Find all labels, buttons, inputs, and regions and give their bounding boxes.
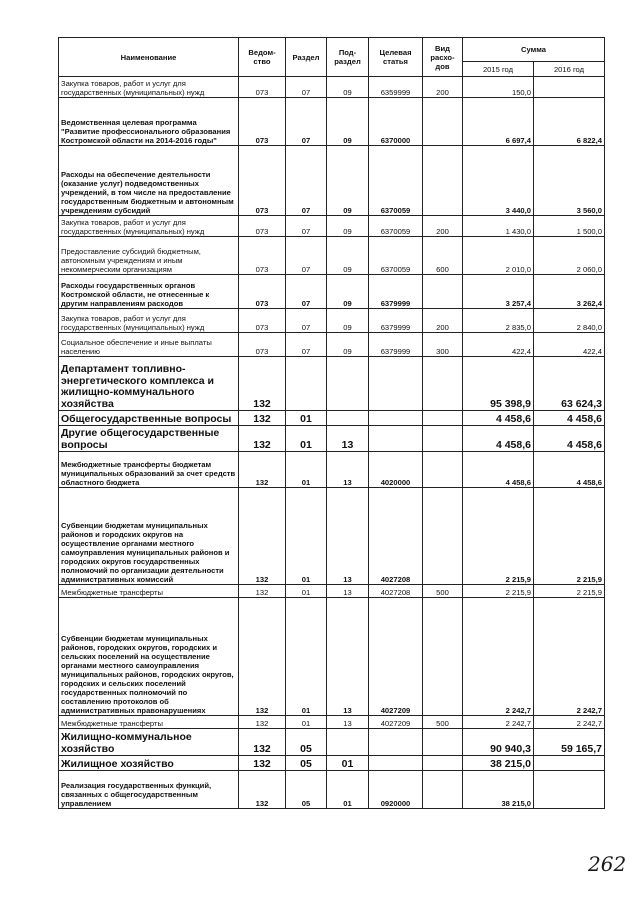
cell-expense-type: 500 [423,585,463,598]
cell-dept: 132 [239,585,286,598]
cell-subsection: 13 [327,488,369,585]
cell-sum-2016: 2 215,9 [534,585,605,598]
cell-sum-2016: 3 262,4 [534,275,605,309]
cell-name: Расходы государственных органов Костромской области, не отнесенные к другим направлениям расходов [59,275,239,309]
cell-sum-2015: 3 257,4 [463,275,534,309]
cell-name: Департамент топливно-энергетического комплекса и жилищно-коммунального хозяйства [59,357,239,411]
cell-section: 05 [286,771,327,809]
cell-section: 01 [286,585,327,598]
cell-section: 07 [286,77,327,98]
cell-dept: 073 [239,275,286,309]
cell-sum-2015: 4 458,6 [463,411,534,426]
cell-article: 6359999 [369,77,423,98]
cell-name: Ведомственная целевая программа "Развитие профессионального образования Костромской области на 2014-2016 годы" [59,98,239,146]
cell-subsection: 13 [327,598,369,716]
cell-article: 0920000 [369,771,423,809]
cell-sum-2016 [534,77,605,98]
cell-sum-2015: 150,0 [463,77,534,98]
cell-expense-type [423,426,463,452]
table-body [59,77,605,809]
cell-sum-2015: 2 835,0 [463,309,534,333]
cell-subsection: 13 [327,426,369,452]
table-row [59,729,605,756]
cell-dept: 132 [239,771,286,809]
cell-sum-2016: 2 060,0 [534,237,605,275]
cell-expense-type [423,729,463,756]
cell-dept: 073 [239,309,286,333]
cell-dept: 132 [239,452,286,488]
cell-sum-2015: 1 430,0 [463,216,534,237]
cell-article [369,756,423,771]
cell-section: 05 [286,756,327,771]
cell-sum-2015: 2 242,7 [463,716,534,729]
cell-name: Межбюджетные трансферты [59,585,239,598]
table-row [59,98,605,146]
table-row [59,333,605,357]
cell-sum-2016: 2 242,7 [534,598,605,716]
cell-sum-2015: 2 242,7 [463,598,534,716]
cell-section: 01 [286,598,327,716]
cell-sum-2015: 6 697,4 [463,98,534,146]
cell-sum-2015: 95 398,9 [463,357,534,411]
table-row [59,426,605,452]
cell-name: Субвенции бюджетам муниципальных районов, городских округов, городских и сельских поселений на осуществление органами местного самоуправления муниципальных районов, городских округов, городских и сельских поселений государственных полномочий по составлению протоколов об административных правонарушениях [59,598,239,716]
cell-article: 4027208 [369,585,423,598]
page-number: 262 [588,852,627,876]
cell-section: 07 [286,216,327,237]
header-dept: Ведом- ство [239,38,286,77]
cell-dept: 073 [239,98,286,146]
cell-article: 6370059 [369,237,423,275]
cell-dept: 073 [239,333,286,357]
cell-sum-2016: 422,4 [534,333,605,357]
table-row [59,309,605,333]
cell-section: 07 [286,275,327,309]
cell-expense-type [423,598,463,716]
cell-name: Общегосударственные вопросы [59,411,239,426]
header-section: Раздел [286,38,327,77]
cell-subsection: 01 [327,771,369,809]
cell-sum-2015: 38 215,0 [463,756,534,771]
cell-sum-2016: 59 165,7 [534,729,605,756]
cell-expense-type: 200 [423,216,463,237]
cell-subsection [327,357,369,411]
cell-sum-2016: 4 458,6 [534,452,605,488]
cell-expense-type [423,771,463,809]
cell-name: Другие общегосударственные вопросы [59,426,239,452]
cell-sum-2015: 2 215,9 [463,585,534,598]
table-row [59,756,605,771]
cell-sum-2016 [534,771,605,809]
table-row [59,216,605,237]
cell-section: 01 [286,716,327,729]
cell-expense-type [423,146,463,216]
cell-sum-2016: 2 215,9 [534,488,605,585]
cell-subsection: 09 [327,275,369,309]
cell-section: 07 [286,146,327,216]
cell-expense-type [423,275,463,309]
cell-expense-type [423,488,463,585]
cell-dept: 073 [239,237,286,275]
cell-dept: 132 [239,357,286,411]
cell-subsection: 09 [327,77,369,98]
cell-subsection: 13 [327,452,369,488]
cell-subsection: 09 [327,237,369,275]
cell-sum-2016: 1 500,0 [534,216,605,237]
cell-name: Реализация государственных функций, связанных с общегосударственным управлением [59,771,239,809]
header-year-2015: 2015 год [463,62,534,77]
cell-subsection: 09 [327,146,369,216]
cell-section: 01 [286,426,327,452]
table-row [59,275,605,309]
cell-article: 6370059 [369,216,423,237]
cell-expense-type: 200 [423,77,463,98]
cell-section: 07 [286,237,327,275]
table-row [59,488,605,585]
cell-subsection: 09 [327,309,369,333]
cell-article: 4020000 [369,452,423,488]
cell-expense-type [423,452,463,488]
cell-name: Закупка товаров, работ и услуг для государственных (муниципальных) нужд [59,216,239,237]
header-sum: Сумма [463,38,605,62]
cell-name: Субвенции бюджетам муниципальных районов и городских округов на осуществление органами местного самоуправления муниципальных районов и городских округов государственных полномочий по организации деятельности административных комиссий [59,488,239,585]
cell-name: Предоставление субсидий бюджетным, автономным учреждениям и иным некоммерческим организациям [59,237,239,275]
header-year-2016: 2016 год [534,62,605,77]
cell-subsection: 13 [327,716,369,729]
cell-name: Межбюджетные трансферты [59,716,239,729]
cell-section: 01 [286,452,327,488]
cell-expense-type: 300 [423,333,463,357]
cell-sum-2016: 4 458,6 [534,426,605,452]
cell-dept: 132 [239,729,286,756]
header-article: Целевая статья [369,38,423,77]
cell-dept: 132 [239,598,286,716]
cell-dept: 132 [239,488,286,585]
cell-expense-type [423,756,463,771]
cell-dept: 132 [239,426,286,452]
cell-sum-2016: 6 822,4 [534,98,605,146]
cell-expense-type [423,357,463,411]
cell-subsection: 01 [327,756,369,771]
cell-name: Жилищное хозяйство [59,756,239,771]
header-subsection: Под- раздел [327,38,369,77]
cell-dept: 132 [239,756,286,771]
cell-article [369,729,423,756]
header-name: Наименование [59,38,239,77]
cell-section: 07 [286,309,327,333]
cell-article [369,357,423,411]
cell-expense-type: 500 [423,716,463,729]
cell-sum-2016: 2 242,7 [534,716,605,729]
table-row [59,598,605,716]
cell-section: 07 [286,98,327,146]
cell-sum-2015: 4 458,6 [463,452,534,488]
table-row [59,716,605,729]
cell-sum-2015: 2 010,0 [463,237,534,275]
cell-article: 4027209 [369,598,423,716]
cell-dept: 073 [239,77,286,98]
cell-subsection: 09 [327,216,369,237]
cell-sum-2015: 4 458,6 [463,426,534,452]
cell-name: Расходы на обеспечение деятельности (оказание услуг) подведомственных учреждений, в том числе на предоставление государственным бюджетным и автономным учреждениям субсидий [59,146,239,216]
cell-sum-2016: 4 458,6 [534,411,605,426]
cell-name: Закупка товаров, работ и услуг для государственных (муниципальных) нужд [59,309,239,333]
table-row [59,411,605,426]
cell-subsection: 09 [327,333,369,357]
header-expense-type: Вид расхо- дов [423,38,463,77]
cell-sum-2015: 422,4 [463,333,534,357]
table-header [59,38,605,77]
cell-expense-type [423,98,463,146]
cell-sum-2015: 38 215,0 [463,771,534,809]
cell-sum-2016 [534,756,605,771]
table-row [59,146,605,216]
cell-expense-type: 200 [423,309,463,333]
cell-article: 6370059 [369,146,423,216]
cell-section [286,357,327,411]
cell-name: Жилищно-коммунальное хозяйство [59,729,239,756]
cell-article: 6379999 [369,275,423,309]
cell-name: Социальное обеспечение и иные выплаты населению [59,333,239,357]
table-row [59,237,605,275]
table-row [59,357,605,411]
cell-article: 6370000 [369,98,423,146]
cell-sum-2015: 90 940,3 [463,729,534,756]
cell-sum-2016: 2 840,0 [534,309,605,333]
cell-article [369,411,423,426]
cell-subsection [327,729,369,756]
cell-section: 01 [286,411,327,426]
cell-sum-2015: 2 215,9 [463,488,534,585]
cell-section: 07 [286,333,327,357]
cell-expense-type: 600 [423,237,463,275]
cell-sum-2016: 3 560,0 [534,146,605,216]
cell-sum-2015: 3 440,0 [463,146,534,216]
cell-dept: 132 [239,716,286,729]
cell-article: 6379999 [369,333,423,357]
cell-subsection: 09 [327,98,369,146]
cell-section: 01 [286,488,327,585]
cell-subsection [327,411,369,426]
table-row [59,452,605,488]
cell-dept: 073 [239,216,286,237]
cell-article: 4027208 [369,488,423,585]
cell-sum-2016: 63 624,3 [534,357,605,411]
budget-table [58,37,605,809]
cell-article: 6379999 [369,309,423,333]
cell-article [369,426,423,452]
table-row [59,585,605,598]
table-row [59,77,605,98]
cell-section: 05 [286,729,327,756]
cell-article: 4027209 [369,716,423,729]
cell-dept: 132 [239,411,286,426]
cell-name: Закупка товаров, работ и услуг для государственных (муниципальных) нужд [59,77,239,98]
cell-dept: 073 [239,146,286,216]
cell-subsection: 13 [327,585,369,598]
cell-expense-type [423,411,463,426]
table-row [59,771,605,809]
cell-name: Межбюджетные трансферты бюджетам муниципальных образований за счет средств областного бюджета [59,452,239,488]
